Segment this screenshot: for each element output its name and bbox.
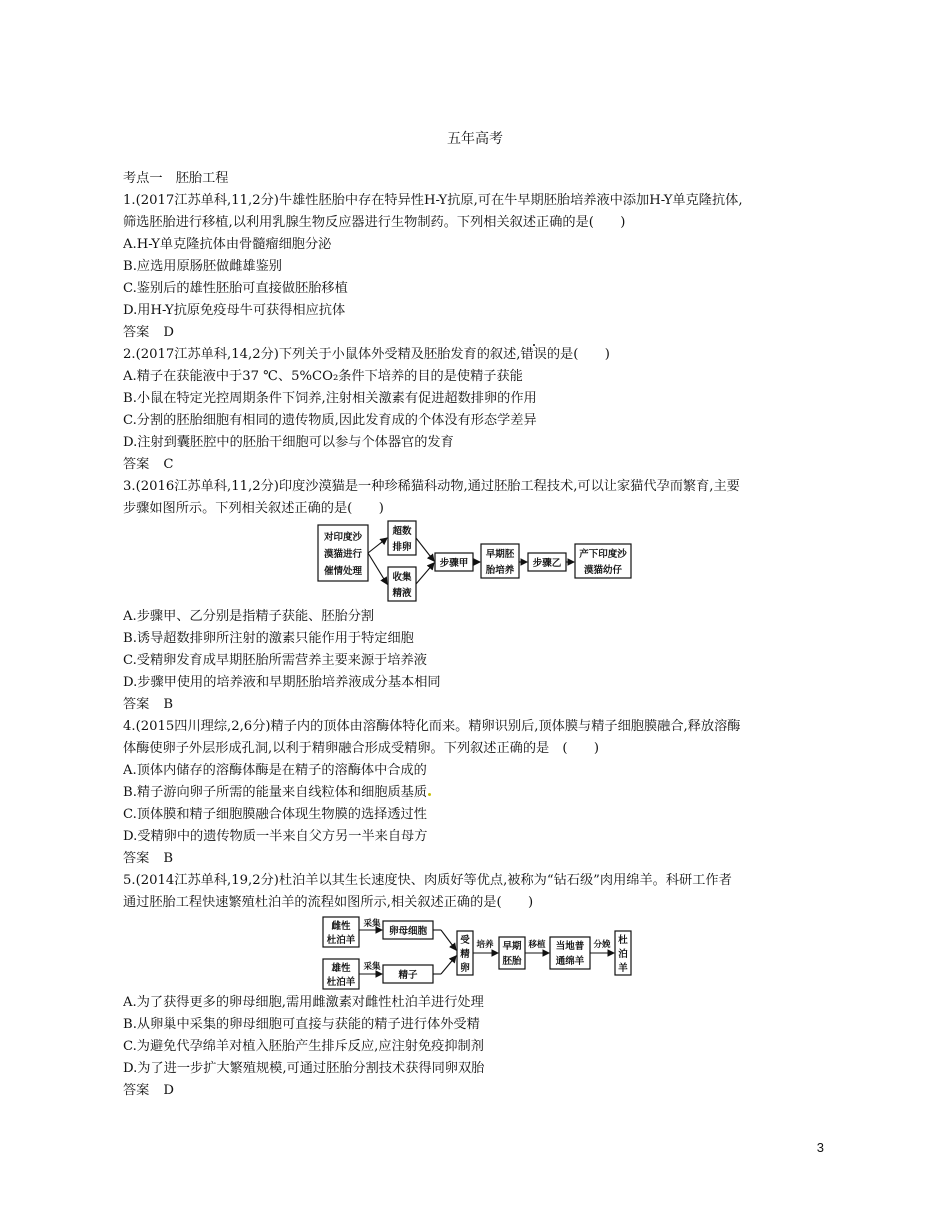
option-a: A.为了获得更多的卵母细胞,需用雌激素对雌性杜泊羊进行处理 [123, 995, 484, 1010]
diagram-arrow [416, 538, 434, 561]
stem-text: 的是( ) [546, 347, 610, 362]
answer [123, 694, 825, 716]
diagram-arrow [416, 563, 434, 584]
diagram-text: 胚胎 [502, 956, 522, 967]
diagram-text: 精 [460, 949, 470, 960]
diagram-text: 收集 [392, 572, 412, 583]
answer-label: 答案 [123, 697, 150, 712]
diagram-label: 采集 [363, 919, 381, 929]
diagram-text: 卵 [460, 963, 470, 974]
answer [123, 1080, 825, 1102]
question-stem: 3.(2016江苏单科,11,2分)印度沙漠猫是一种珍稀猫科动物,通过胚胎工程技术,可以让家猫代孕而繁育,主要 [123, 479, 740, 494]
option-a: A.步骤甲、乙分别是指精子获能、胚胎分割 [123, 609, 375, 624]
page-title: 五年高考 [447, 131, 503, 147]
diagram-label: 培养 [476, 940, 494, 950]
diagram-text: 步骤乙 [532, 558, 562, 569]
answer-value: D [163, 1083, 174, 1098]
answer-label: 答案 [123, 851, 150, 866]
emphasis-text: 错误 [520, 347, 547, 362]
answer-value: B [163, 697, 174, 712]
diagram-text: 泊 [618, 949, 628, 960]
emphasis-wrong [521, 347, 547, 362]
option-c: C.鉴别后的雄性胚胎可直接做胚胎移植 [123, 281, 348, 296]
option-b [123, 782, 825, 804]
diagram-text: 步骤甲 [439, 558, 469, 569]
diagram-arrow [368, 553, 387, 584]
flow-diagram-cat [123, 520, 825, 606]
diagram-label: 分娩 [593, 940, 611, 950]
diagram-text: 受 [460, 935, 470, 946]
diagram-label: 移植 [528, 940, 546, 950]
diagram-text: 产下印度沙 [579, 549, 627, 560]
diagram-text: 杜泊羊 [326, 977, 356, 988]
question-stem [123, 344, 825, 366]
option-c: C.受精卵发育成早期胚胎所需营养主要来源于培养液 [123, 653, 427, 668]
option-d: D.为了进一步扩大繁殖规模,可通过胚胎分割技术获得同卵双胎 [123, 1061, 485, 1076]
option-a: A.精子在获能液中于37 ℃、5%CO₂条件下培养的目的是使精子获能 [123, 369, 523, 384]
diagram-label: 采集 [363, 962, 381, 972]
diagram-arrow [441, 956, 456, 974]
question-3 [123, 476, 825, 716]
diagram-text: 早期 [502, 941, 522, 952]
diagram-text: 精子 [398, 970, 418, 981]
flow-diagram-sheep [123, 914, 825, 992]
answer [123, 454, 825, 476]
option-d: D.步骤甲使用的培养液和早期胚胎培养液成分基本相同 [123, 675, 441, 690]
question-4 [123, 716, 825, 870]
content-body [123, 168, 825, 1102]
diagram-text: 漠猫幼仔 [583, 565, 623, 576]
question-stem: 筛选胚胎进行移植,以利用乳腺生物反应器进行生物制药。下列相关叙述正确的是( ) [123, 215, 626, 230]
diagram-text: 催情处理 [323, 566, 363, 577]
diagram-text: 当地普 [555, 941, 585, 952]
option-b: B.从卵巢中采集的卵母细胞可直接与获能的精子进行体外受精 [123, 1017, 480, 1032]
question-1 [123, 190, 825, 344]
answer [123, 322, 825, 344]
diagram-text: 早期胚 [485, 549, 515, 560]
diagram-text: 漠猫进行 [323, 549, 363, 560]
diagram-text: 通绵羊 [555, 956, 585, 967]
diagram-text: 卵母细胞 [388, 926, 428, 937]
answer-value: C [163, 457, 174, 472]
diagram-text: 杜 [618, 935, 628, 946]
option-a: A.顶体内储存的溶酶体酶是在精子的溶酶体中合成的 [123, 763, 427, 778]
answer-value: B [163, 851, 174, 866]
option-c: C.顶体膜和精子细胞膜融合体现生物膜的选择透过性 [123, 807, 427, 822]
answer-label: 答案 [123, 1083, 150, 1098]
option-c: C.分割的胚胎细胞有相同的遗传物质,因此发育成的个体没有形态学差异 [123, 413, 537, 428]
diagram-text: 对印度沙 [323, 532, 363, 543]
stem-text: 2.(2017江苏单科,14,2分)下列关于小鼠体外受精及胚胎发育的叙述, [123, 347, 521, 362]
option-text: B.精子游向卵子所需的能量来自线粒体和细胞质基质 [123, 785, 428, 800]
highlight-mark [428, 793, 431, 796]
option-b: B.诱导超数排卵所注射的激素只能作用于特定细胞 [123, 631, 414, 646]
diagram-text: 雌性 [331, 921, 351, 932]
diagram-arrow [441, 930, 456, 950]
question-stem: 5.(2014江苏单科,19,2分)杜泊羊以其生长速度快、肉质好等优点,被称为“钻石级”肉用绵羊。科研工作者 [123, 873, 732, 888]
diagram-text: 羊 [618, 963, 628, 974]
diagram-text: 杜泊羊 [326, 935, 356, 946]
option-a: A.H-Y单克隆抗体由骨髓瘤细胞分泌 [123, 237, 332, 252]
diagram-text: 排卵 [392, 542, 412, 553]
option-c: C.为避免代孕绵羊对植入胚胎产生排斥反应,应注射免疫抑制剂 [123, 1039, 484, 1054]
question-stem: 4.(2015四川理综,2,6分)精子内的顶体由溶酶体特化而来。精卵识别后,顶体膜与精子细胞膜融合,释放溶酶 [123, 719, 741, 734]
question-stem: 1.(2017江苏单科,11,2分)牛雄性胚胎中存在特异性H-Y抗原,可在牛早期胚胎培养液中添加H-Y单克隆抗体, [123, 193, 743, 208]
answer [123, 848, 825, 870]
option-d: D.用H-Y抗原免疫母牛可获得相应抗体 [123, 303, 346, 318]
answer-value: D [163, 325, 174, 340]
option-d: D.受精卵中的遗传物质一半来自父方另一半来自母方 [123, 829, 428, 844]
diagram-text: 雄性 [331, 963, 351, 974]
diagram-text: 精液 [392, 588, 412, 599]
option-b: B.小鼠在特定光控周期条件下饲养,注射相关激素有促进超数排卵的作用 [123, 391, 537, 406]
option-b: B.应选用原肠胚做雌雄鉴别 [123, 259, 282, 274]
page-number: 3 [816, 1140, 824, 1155]
question-stem: 通过胚胎工程快速繁殖杜泊羊的流程如图所示,相关叙述正确的是( ) [123, 895, 534, 910]
question-stem: 体酶使卵子外层形成孔洞,以利于精卵融合形成受精卵。下列叙述正确的是 ( ) [123, 741, 600, 756]
diagram-text: 超数 [392, 526, 412, 537]
section-title: 考点一 胚胎工程 [123, 171, 229, 186]
diagram-text: 胎培养 [485, 565, 515, 576]
answer-label: 答案 [123, 325, 150, 340]
question-stem: 步骤如图所示。下列相关叙述正确的是( ) [123, 501, 384, 516]
option-d: D.注射到囊胚腔中的胚胎干细胞可以参与个体器官的发育 [123, 435, 454, 450]
question-2 [123, 344, 825, 476]
flow-diagram-svg [123, 520, 825, 606]
flow-diagram-svg [123, 914, 825, 992]
diagram-arrow [368, 538, 387, 553]
question-5 [123, 870, 825, 1102]
answer-label: 答案 [123, 457, 150, 472]
